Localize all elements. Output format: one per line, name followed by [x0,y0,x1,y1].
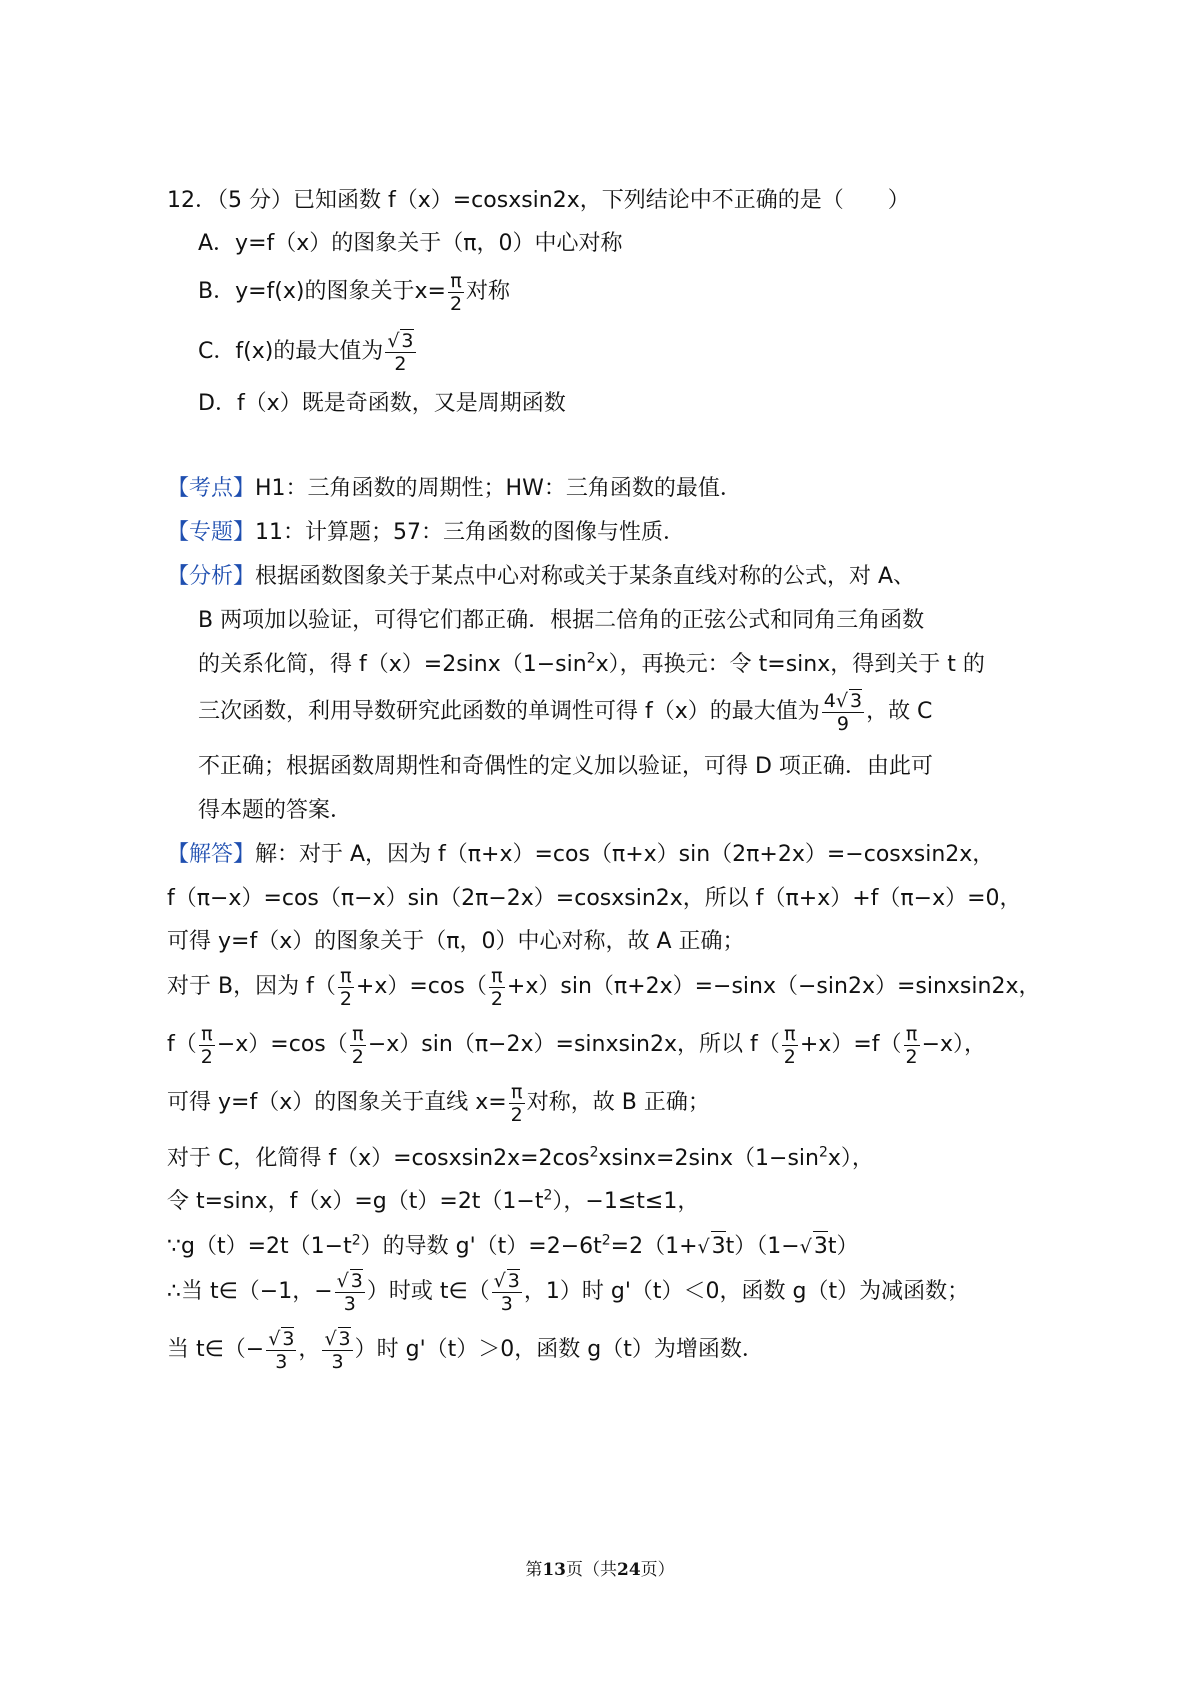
sqrt3-over-3-fraction: $\frac{√ 3}{3}$ [324,1328,351,1373]
solution-line-2: f（π−x）=cos（π−x）sin（2π−2x）=cosxsin2x，所以 f（π+x）+f（π−x）=0， [167,886,1022,911]
fenxi-line-5: 不正确；根据函数周期性和奇偶性的定义加以验证，可得 D 项正确．由此可 [198,754,933,779]
fenxi-line-1: 【分析】根据函数图象关于某点中心对称或关于某条直线对称的公式，对 A、 [167,564,916,589]
pi-over-2-fraction: $\frac{\pi}{2}$ [490,964,503,1010]
page-number: 13 [542,1560,566,1580]
pi-over-2-fraction: $\frac{\pi}{2}$ [783,1022,796,1068]
solution-line-7: 对于 C，化简得 $f(x)=cosxsin2x=2\cos^2xsinx=2\sin x(1-\sin^2x)$， [167,1144,874,1171]
solution-line-9: $\because g(t)=2t(1-t^2)$的导数 $g'(t)=2-6t^2=2(1+√3t)(1-√3t)$ [167,1231,858,1262]
page-footer: 第13页（共24页） [525,1560,675,1580]
sqrt3-over-3-fraction: $\frac{√ 3}{3}$ [493,1270,520,1315]
sqrt3-over-3-fraction: $\frac{√ 3}{3}$ [268,1328,295,1373]
option-d: D．f（x）既是奇函数，又是周期函数 [198,391,566,416]
solution-line-11: 当 t∈（− $\frac{√ 3}{3}$ ， $\frac{√ 3}{3}$ ）时 g'（t）＞0，函数 g（t）为增函数． [167,1328,764,1373]
sqrt3-over-2-fraction: $\frac{√ 3}{2}$ [387,330,414,375]
zhuanti-text: 11：计算题；57：三角函数的图像与性质． [255,520,686,545]
kaodian-label: 【考点】 [167,476,256,501]
option-c [198,326,418,378]
jieda-label: 【解答】 [167,842,256,867]
solution-line-6: 可得 y=f（x）的图象关于直线 x= $\frac{\pi}{2}$ 对称，故 B 正确； [167,1080,710,1126]
fenxi-label: 【分析】 [167,564,256,589]
option-c-pre: f(x)的最大值为 [235,339,384,364]
option-b-pre: y=f(x)的图象关于x= [235,279,446,304]
question-stem: 12．（5 分）已知函数 f（x）=cosxsin2x，下列结论中不正确的是（ ） [167,188,910,213]
solution-line-10: ∴当 t∈（−1，− $\frac{√ 3}{3}$ ）时或 t∈（ $\frac{√ 3}{3}$ ，1）时 g'（t）＜0，函数 g（t）为减函数； [167,1270,970,1315]
option-b [198,266,510,318]
solution-line-4: 对于 B，因为 f（ $\frac{\pi}{2}$ +x）=cos（ $\frac{\pi}{2}$ +x）sin（π+2x）=−sinx（−sin2x）=sinxsin2x， [167,964,1041,1010]
pi-over-2-fraction: $\frac{\pi}{2}$ [905,1022,918,1068]
option-a: A．y=f（x）的图象关于（π，0）中心对称 [198,231,623,256]
kaodian-line [167,474,742,504]
kaodian-text: H1：三角函数的周期性；HW：三角函数的最值． [255,476,742,501]
fenxi-line-6: 得本题的答案． [198,798,353,823]
pi-over-2-fraction: $\frac{\pi}{2}$ [339,964,352,1010]
4sqrt3-over-9-fraction: $\frac{4√ 3}{9}$ [823,690,863,735]
fenxi-line-4: 三次函数，利用导数研究此函数的单调性可得 f（x）的最大值为 $\frac{4√ 3}{9}$ ，故 C [198,690,933,735]
zhuanti-line [167,518,685,548]
option-b-post: 对称 [466,279,511,304]
solution-line-1: 【解答】解：对于 A，因为 f（π+x）=cos（π+x）sin（2π+2x）=−cosxsin2x， [167,842,995,867]
total-pages: 24 [617,1560,641,1580]
solution-line-3: 可得 y=f（x）的图象关于（π，0）中心对称，故 A 正确； [167,929,745,954]
option-c-prefix: C． [198,339,236,364]
pi-over-2-fraction: $\frac{\pi}{2}$ [351,1022,364,1068]
solution-line-5: f（ $\frac{\pi}{2}$ −x）=cos（ $\frac{\pi}{2}$ −x）sin（π−2x）=sinxsin2x，所以 f（ $\frac{\pi}{2}$ +x）=f（ $\frac{\pi}{2}$ −x）， [167,1022,987,1068]
solution-line-8: 令 t=sinx，$f(x)=g(t)=2t(1-t^2)$，−1≤t≤1， [167,1187,700,1214]
pi-over-2-fraction: $\frac{\pi}{2}$ [449,269,463,315]
option-b-prefix: B． [198,279,236,304]
fenxi-line-3: 的关系化简，得 $f(x)=2\sin x(1-\sin^2x)$，再换元：令 t=sinx，得到关于 t 的 [198,650,985,677]
pi-over-2-fraction: $\frac{\pi}{2}$ [200,1022,213,1068]
fenxi-line-2: B 两项加以验证，可得它们都正确．根据二倍角的正弦公式和同角三角函数 [198,608,925,633]
zhuanti-label: 【专题】 [167,520,256,545]
sqrt3-over-3-fraction: $\frac{√ 3}{3}$ [336,1270,363,1315]
pi-over-2-fraction: $\frac{\pi}{2}$ [510,1080,523,1126]
